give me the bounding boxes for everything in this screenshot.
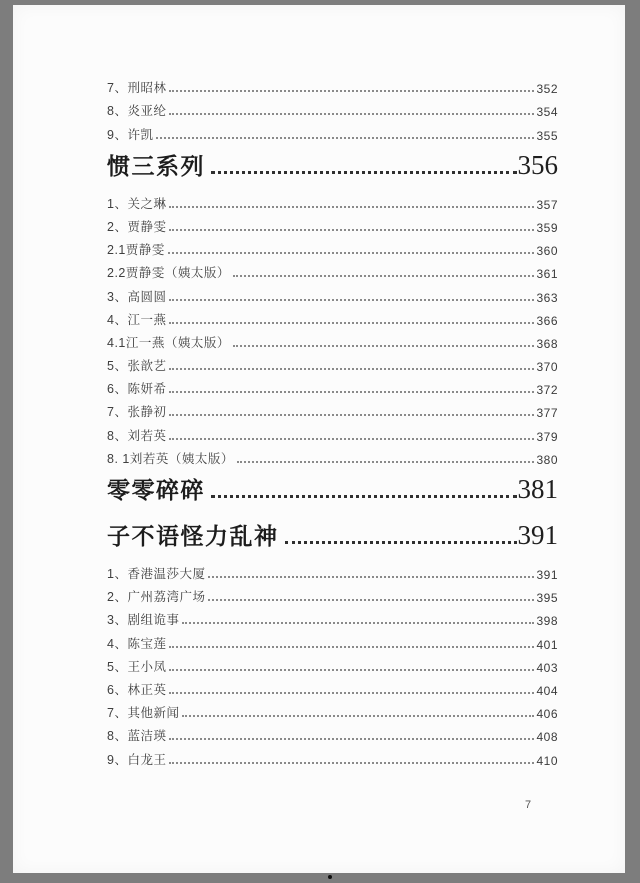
toc-entry-page: 398 [536, 614, 558, 629]
toc-entry-page: 354 [536, 105, 558, 120]
toc-entry-row [107, 744, 558, 767]
toc-entry-row [107, 96, 558, 119]
toc-entry-label: 5、王小凤 [107, 659, 167, 674]
toc-entry-row [107, 281, 558, 304]
dot-leader [169, 692, 534, 694]
toc-entry-label: 6、林正英 [107, 682, 167, 697]
footer-page-number: 7 [525, 799, 532, 811]
toc-entry-row [107, 258, 558, 281]
dot-leader [208, 576, 534, 578]
toc-entry-page: 355 [536, 128, 558, 143]
toc-entry-page: 370 [536, 360, 558, 375]
toc-entry-row [107, 212, 558, 235]
toc-entry-label: 1、关之琳 [107, 196, 167, 211]
dot-leader [169, 113, 534, 115]
toc-entry-label: 1、香港温莎大厦 [107, 567, 206, 581]
dot-leader [285, 541, 517, 544]
toc-entry-row [107, 351, 558, 374]
toc-entry-page: 372 [536, 383, 558, 398]
toc-entry-row [107, 698, 558, 721]
toc-entry-label: 8、炎亚纶 [107, 104, 167, 119]
toc-entry-page: 363 [536, 290, 558, 305]
dot-leader [211, 495, 517, 498]
toc-entry-label: 9、白龙王 [107, 752, 167, 767]
toc-entry-page: 395 [536, 591, 558, 606]
toc-entry-label: 7、张静初 [107, 405, 167, 420]
toc-entry-label: 3、高圆圆 [107, 289, 167, 304]
dot-leader [182, 622, 534, 624]
toc-entry-page: 404 [536, 683, 558, 698]
toc-entry-row [107, 675, 558, 698]
toc-entry-label: 2、广州荔湾广场 [107, 590, 206, 605]
toc-entry-row [107, 582, 558, 605]
toc-entry-label: 惯三系列 [107, 152, 205, 179]
toc-entry-page: 406 [536, 707, 558, 722]
toc-entry-row [107, 628, 558, 651]
toc-heading-row [107, 513, 558, 551]
dot-leader [169, 414, 534, 416]
dot-leader [169, 762, 534, 764]
dot-leader [169, 229, 534, 231]
toc-entry-page: 381 [517, 473, 558, 504]
toc-entry-page: 403 [536, 660, 558, 675]
dot-leader [169, 299, 534, 301]
document-page [13, 5, 625, 873]
toc-entry-label: 2.2贾静雯（姨太版） [107, 266, 230, 281]
scan-artifact-dot [328, 875, 332, 879]
dot-leader [233, 275, 535, 277]
toc-entry-label: 7、其他新闻 [107, 706, 180, 721]
toc-heading-row [107, 143, 558, 181]
toc-entry-label: 4、陈宝莲 [107, 636, 167, 651]
toc-entry-label: 2.1贾静雯 [107, 243, 165, 258]
toc-entry-label: 8. 1刘若英（姨太版） [107, 451, 234, 466]
dot-leader [169, 206, 534, 208]
toc-entry-row [107, 73, 558, 96]
toc-entry-row [107, 328, 558, 351]
toc-entry-page: 359 [536, 220, 558, 235]
dot-leader [156, 137, 534, 139]
dot-leader [182, 715, 534, 717]
toc-entry-page: 380 [536, 452, 558, 467]
toc-entry-row [107, 559, 558, 582]
toc-entry-page: 401 [536, 637, 558, 652]
toc-entry-label: 4.1江一燕（姨太版） [107, 335, 230, 350]
toc-entry-row [107, 605, 558, 628]
toc-entry-row [107, 444, 558, 467]
toc-entry-row [107, 305, 558, 328]
dot-leader [208, 599, 534, 601]
toc-entry-page: 391 [517, 519, 558, 550]
toc-entry-row [107, 119, 558, 142]
toc-entry-page: 352 [536, 82, 558, 97]
toc-entry-row [107, 235, 558, 258]
toc-entry-label: 6、陈妍希 [107, 382, 167, 397]
toc-entry-label: 5、张歆艺 [107, 359, 167, 374]
toc-entry-page: 410 [536, 753, 558, 768]
dot-leader [169, 438, 534, 440]
toc-entry-row [107, 721, 558, 744]
toc-entry-label: 2、贾静雯 [107, 219, 167, 234]
dot-leader [168, 252, 535, 254]
toc-entry-label: 8、刘若英 [107, 428, 167, 443]
dot-leader [169, 646, 534, 648]
dot-leader [169, 738, 534, 740]
dot-leader [169, 391, 534, 393]
dot-leader [169, 322, 534, 324]
toc-entry-page: 391 [536, 568, 558, 582]
toc-entry-label: 子不语怪力乱神 [107, 522, 279, 549]
dot-leader [211, 171, 517, 174]
toc-entry-row [107, 652, 558, 675]
toc-entry-page: 368 [536, 336, 558, 351]
toc-entry-label: 8、蓝洁瑛 [107, 729, 167, 744]
toc-entry-row [107, 189, 558, 212]
toc-entry-page: 377 [536, 406, 558, 421]
toc-entry-label: 4、江一燕 [107, 312, 167, 327]
dot-leader [169, 368, 534, 370]
toc-entry-row [107, 374, 558, 397]
toc-entry-page: 357 [536, 197, 558, 212]
toc-entry-label: 9、许凯 [107, 127, 154, 142]
toc-entry-page: 356 [517, 149, 558, 180]
toc-entry-page: 379 [536, 429, 558, 444]
dot-leader [237, 461, 535, 463]
toc-list [13, 5, 625, 768]
dot-leader [169, 669, 534, 671]
toc-entry-label: 零零碎碎 [107, 476, 205, 503]
toc-entry-page: 366 [536, 313, 558, 328]
toc-entry-label: 3、剧组诡事 [107, 613, 180, 628]
toc-entry-row [107, 420, 558, 443]
toc-entry-row [107, 397, 558, 420]
toc-entry-page: 361 [536, 267, 558, 282]
toc-entry-page: 408 [536, 730, 558, 745]
toc-entry-label: 7、刑昭林 [107, 81, 167, 96]
toc-entry-page: 360 [536, 244, 558, 259]
dot-leader [233, 345, 535, 347]
dot-leader [169, 90, 534, 92]
toc-heading-row [107, 467, 558, 505]
